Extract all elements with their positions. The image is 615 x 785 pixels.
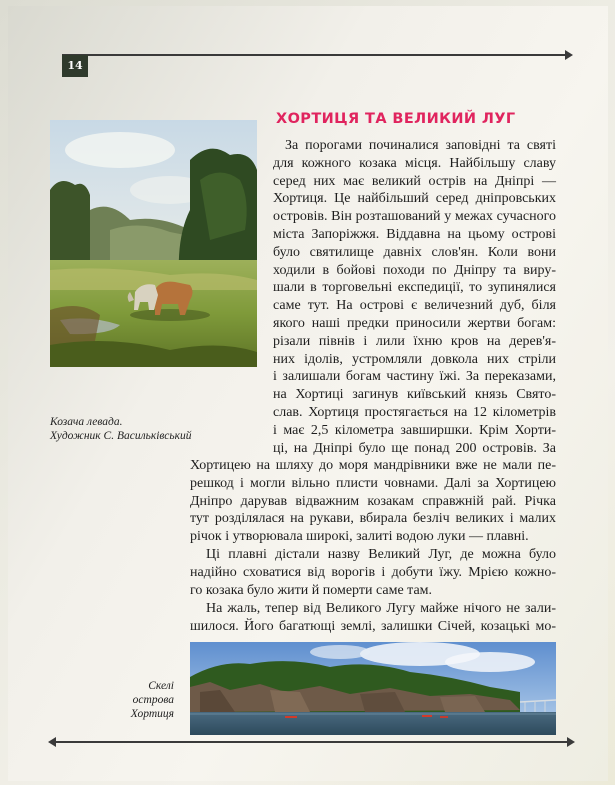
top-rule-end xyxy=(565,50,573,60)
text-line: і залишали богам частину їжі. За переказами, xyxy=(273,369,556,385)
text-line: го козака було жити й померти саме там. xyxy=(190,582,433,598)
section-title: ХОРТИЦЯ ТА ВЕЛИКИЙ ЛУГ xyxy=(276,111,516,127)
text-line: них ідолів, устромляли довкола них стріли xyxy=(273,351,556,367)
top-rule xyxy=(62,54,570,56)
painting-caption-title: Козача левада. xyxy=(50,416,123,428)
text-line: За порогами починалися заповідні та святі xyxy=(285,138,556,153)
text-line: якого наші предки приносили жертви богам: xyxy=(273,315,556,331)
painting-image xyxy=(50,120,257,367)
text-line: тут розділялася на рукави, вбирала безліч великих і малих xyxy=(190,511,556,527)
text-line: міста Запоріжжя. Віддавна на цьому острові xyxy=(273,226,556,242)
text-line: шали в торговельні експедиції, то зупинялися xyxy=(273,280,556,296)
text-line: на Хортиці загинув київський князь Свято- xyxy=(273,387,556,403)
cliffs-image xyxy=(190,642,556,735)
text-line: Хортиця. Це найбільший серед дніпровських xyxy=(273,191,556,207)
paragraph-1-continued xyxy=(190,457,556,546)
cliffs-caption-line3: Хортиця xyxy=(130,708,174,720)
bottom-rule xyxy=(55,741,570,743)
text-line: решкод і могли вільно плисти човнами. Далі за Хортицею xyxy=(190,475,556,491)
painting-caption xyxy=(50,415,191,443)
text-line: для кожного козака місця. Найбільшу славу xyxy=(273,155,556,171)
text-line: Ці плавні дістали назву Великий Луг, де можна було xyxy=(206,547,556,562)
text-line: Хортицею на шляху до моря мандрівники вже не мали пе- xyxy=(190,458,556,473)
text-line: Дніпро дарував відважним козакам справжній рай. Річка xyxy=(190,493,556,509)
text-line: було святилище давніх слов'ян. Коли вони xyxy=(273,244,556,260)
painting-caption-artist: Художник С. Васильківський xyxy=(50,430,192,442)
text-line: різали півнів і лили їхню кров на дерев'я- xyxy=(273,333,556,349)
text-line: островів. Він розташований у межах сучасного xyxy=(273,209,556,225)
text-line: ходили в бойові походи по Дніпру та виру- xyxy=(273,262,556,278)
paragraph-3 xyxy=(190,600,556,636)
text-line: слав. Хортиця простягається на 12 кілометрів xyxy=(273,404,556,420)
text-line: надійно сховатися від ворогів і добути їжу. Мрією кожно- xyxy=(190,564,556,580)
cliffs-caption-line1: Скелі xyxy=(148,680,174,692)
photo-khortytsia-cliffs xyxy=(190,642,556,735)
text-line: серед них має великий острів на Дніпрі — xyxy=(273,173,556,189)
bottom-rule-end-right xyxy=(567,737,575,747)
page-number: 14 xyxy=(62,55,88,77)
text-line: На жаль, тепер від Великого Лугу майже нічого не зали- xyxy=(206,601,556,616)
painting-kozacha-levada xyxy=(50,120,257,367)
cliffs-caption-line2: острова xyxy=(132,694,174,706)
text-line: річок і утворювала широкі, залиті водою луки — плавні. xyxy=(190,529,529,545)
paragraph-1 xyxy=(273,137,556,457)
cliffs-caption xyxy=(124,679,174,721)
text-line: шилося. Його багатющі землі, залишки Січей, козацькі мо- xyxy=(190,618,556,634)
text-line: і має 2,5 кілометра завширшки. Крім Хорти- xyxy=(273,422,556,438)
text-line: саме тут. На острові є величезний дуб, біля xyxy=(273,298,556,314)
text-line: ці, на Дніпрі було ще понад 200 островів. За xyxy=(273,440,556,456)
paragraph-2 xyxy=(190,546,556,599)
